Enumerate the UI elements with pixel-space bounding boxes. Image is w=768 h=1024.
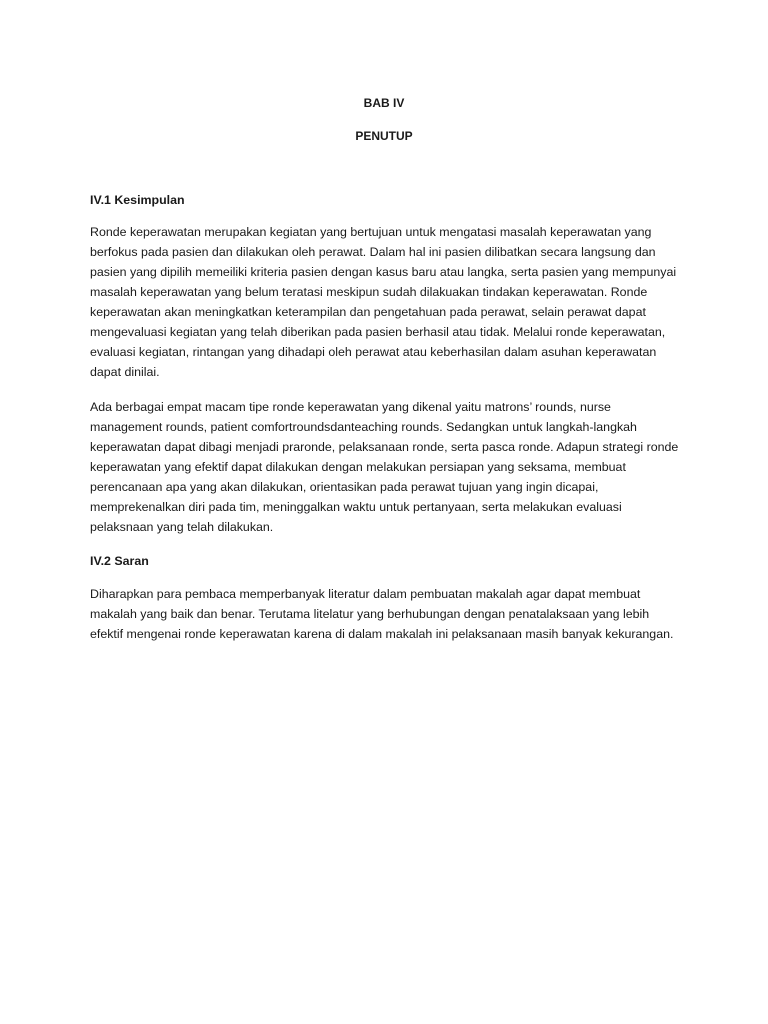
document-body (90, 192, 680, 644)
paragraph-saran-1: Diharapkan para pembaca memperbanyak literatur dalam pembuatan makalah agar dapat membuat makalah yang baik dan benar. Terutama litelatur yang berhubungan dengan penatalaksaan yang lebih efektif mengenai ronde keperawatan karena di dalam makalah ini pelaksanaan masih banyak kekurangan. (90, 587, 674, 641)
section-heading-kesimpulan: IV.1 Kesimpulan (90, 193, 185, 207)
chapter-title: PENUTUP (355, 129, 413, 143)
paragraph-kesimpulan-1: Ronde keperawatan merupakan kegiatan yang bertujuan untuk mengatasi masalah keperawatan yang berfokus pada pasien dan dilakukan oleh perawat. Dalam hal ini pasien dilibatkan secara langsung dan pasien yang dipilih memeiliki kriteria pasien dengan kasus baru atau langka, serta pasien yang mempunyai masalah keperawatan yang belum teratasi meskipun sudah dilakuakan tindakan keperawatan. Ronde keperawatan akan meningkatkan keterampilan dan pengetahuan pada perawat, selain perawat dapat mengevaluasi kegiatan yang telah diberikan pada pasien berhasil atau tidak. Melalui ronde keperawatan, evaluasi kegiatan, rintangan yang dihadapi oleh perawat atau keberhasilan dalam asuhan keperawatan dapat dinilai. (90, 225, 677, 379)
chapter-number: BAB IV (363, 96, 405, 110)
section-heading-saran: IV.2 Saran (90, 554, 149, 568)
paragraph-kesimpulan-2: Ada berbagai empat macam tipe ronde keperawatan yang dikenal yaitu matrons’ rounds, nurse management rounds, patient comfortroundsdanteaching rounds. Sedangkan untuk langkah-langkah keperawatan dapat dibagi menjadi praronde, pelaksanaan ronde, serta pasca ronde. Adapun strategi ronde keperawatan yang efektif dapat dilakukan dengan melakukan persiapan yang seksama, membuat perencanaan apa yang akan dilakukan, orientasikan pada perawat tujuan yang ingin dicapai, memprekenalkan diri pada tim, meninggalkan waktu untuk pertanyaan, serta melakukan evaluasi pelaksnaan yang telah dilakukan. (90, 400, 679, 534)
